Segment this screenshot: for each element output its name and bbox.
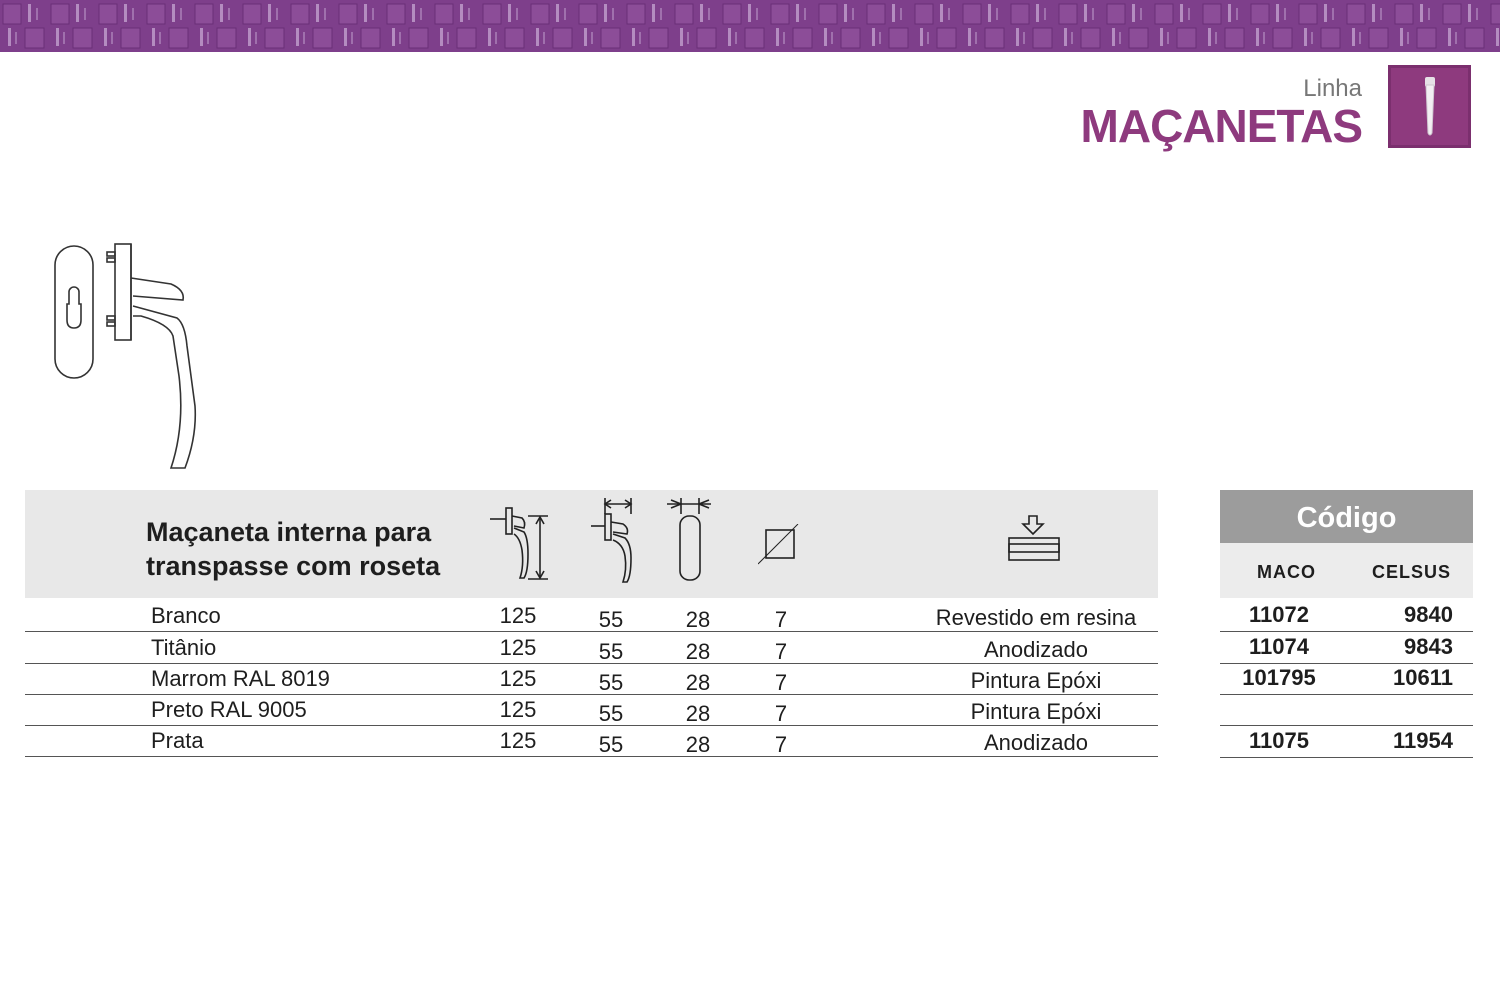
handle-depth-icon <box>587 496 647 584</box>
brand-heading <box>1081 76 1362 150</box>
table-row <box>25 725 1158 757</box>
height-cell: 125 <box>499 603 537 628</box>
height-cell: 125 <box>499 697 537 722</box>
table-row <box>25 600 1158 632</box>
color-cell: Marrom RAL 8019 <box>151 666 330 691</box>
handle-width-icon <box>665 496 715 584</box>
code-title: Código <box>1296 502 1397 534</box>
maco-column-header: MACO <box>1257 562 1316 582</box>
depth-cell: 55 <box>598 732 624 757</box>
finish-cell: Anodizado <box>984 637 1088 662</box>
height-cell: 125 <box>499 635 537 660</box>
depth-cell: 55 <box>598 607 624 632</box>
width-cell: 28 <box>685 607 711 632</box>
square-spindle-icon <box>758 524 800 566</box>
spec-table-header <box>25 490 1158 598</box>
maco-code: 101795 <box>1242 665 1316 690</box>
product-name-line2: transpasse com roseta <box>146 551 441 581</box>
brand-line-label: Linha <box>1303 75 1362 102</box>
maco-code: 11074 <box>1249 634 1309 659</box>
code-row <box>1220 694 1473 725</box>
celsus-code: 11954 <box>1393 728 1453 753</box>
width-cell: 28 <box>685 701 711 726</box>
window-handle-with-rosette-icon <box>45 236 215 476</box>
table-row <box>25 694 1158 726</box>
color-cell: Preto RAL 9005 <box>151 697 307 722</box>
celsus-code: 10611 <box>1393 665 1453 690</box>
table-row <box>25 632 1158 664</box>
brand-title: MAÇANETAS <box>1080 100 1362 152</box>
celsus-code: 9840 <box>1404 602 1453 627</box>
code-column-headers <box>1220 543 1473 598</box>
spindle-cell: 7 <box>774 732 788 757</box>
celsus-code: 9843 <box>1404 634 1453 659</box>
width-cell: 28 <box>685 670 711 695</box>
finish-cell: Anodizado <box>984 730 1088 755</box>
product-name <box>146 515 440 583</box>
code-row <box>1220 725 1473 758</box>
height-cell: 125 <box>499 728 537 753</box>
width-cell: 28 <box>685 732 711 757</box>
celsus-column-header: CELSUS <box>1371 562 1451 582</box>
code-table-header <box>1220 490 1473 543</box>
depth-cell: 55 <box>598 639 624 664</box>
color-cell: Prata <box>151 728 204 753</box>
code-row <box>1220 632 1473 664</box>
spindle-cell: 7 <box>774 639 788 664</box>
finish-cell: Pintura Epóxi <box>970 699 1102 724</box>
finish-cell: Revestido em resina <box>935 605 1137 630</box>
spindle-cell: 7 <box>774 701 788 726</box>
spindle-cell: 7 <box>774 607 788 632</box>
height-cell: 125 <box>499 666 537 691</box>
code-row <box>1220 663 1473 695</box>
spindle-cell: 7 <box>774 670 788 695</box>
window-handle-icon <box>1388 65 1471 148</box>
code-row <box>1220 600 1473 632</box>
handle-height-icon <box>488 504 558 584</box>
depth-cell: 55 <box>598 670 624 695</box>
product-name-line1: Maçaneta interna para <box>146 517 432 547</box>
depth-cell: 55 <box>598 701 624 726</box>
finish-cell: Pintura Epóxi <box>970 668 1102 693</box>
decorative-header-band <box>0 0 1500 52</box>
width-cell: 28 <box>685 639 711 664</box>
table-row <box>25 663 1158 695</box>
finish-coating-icon <box>1005 514 1061 564</box>
color-cell: Titânio <box>151 635 217 660</box>
maco-code: 11075 <box>1249 728 1309 753</box>
maco-code: 11072 <box>1249 602 1309 627</box>
color-cell: Branco <box>151 603 221 628</box>
